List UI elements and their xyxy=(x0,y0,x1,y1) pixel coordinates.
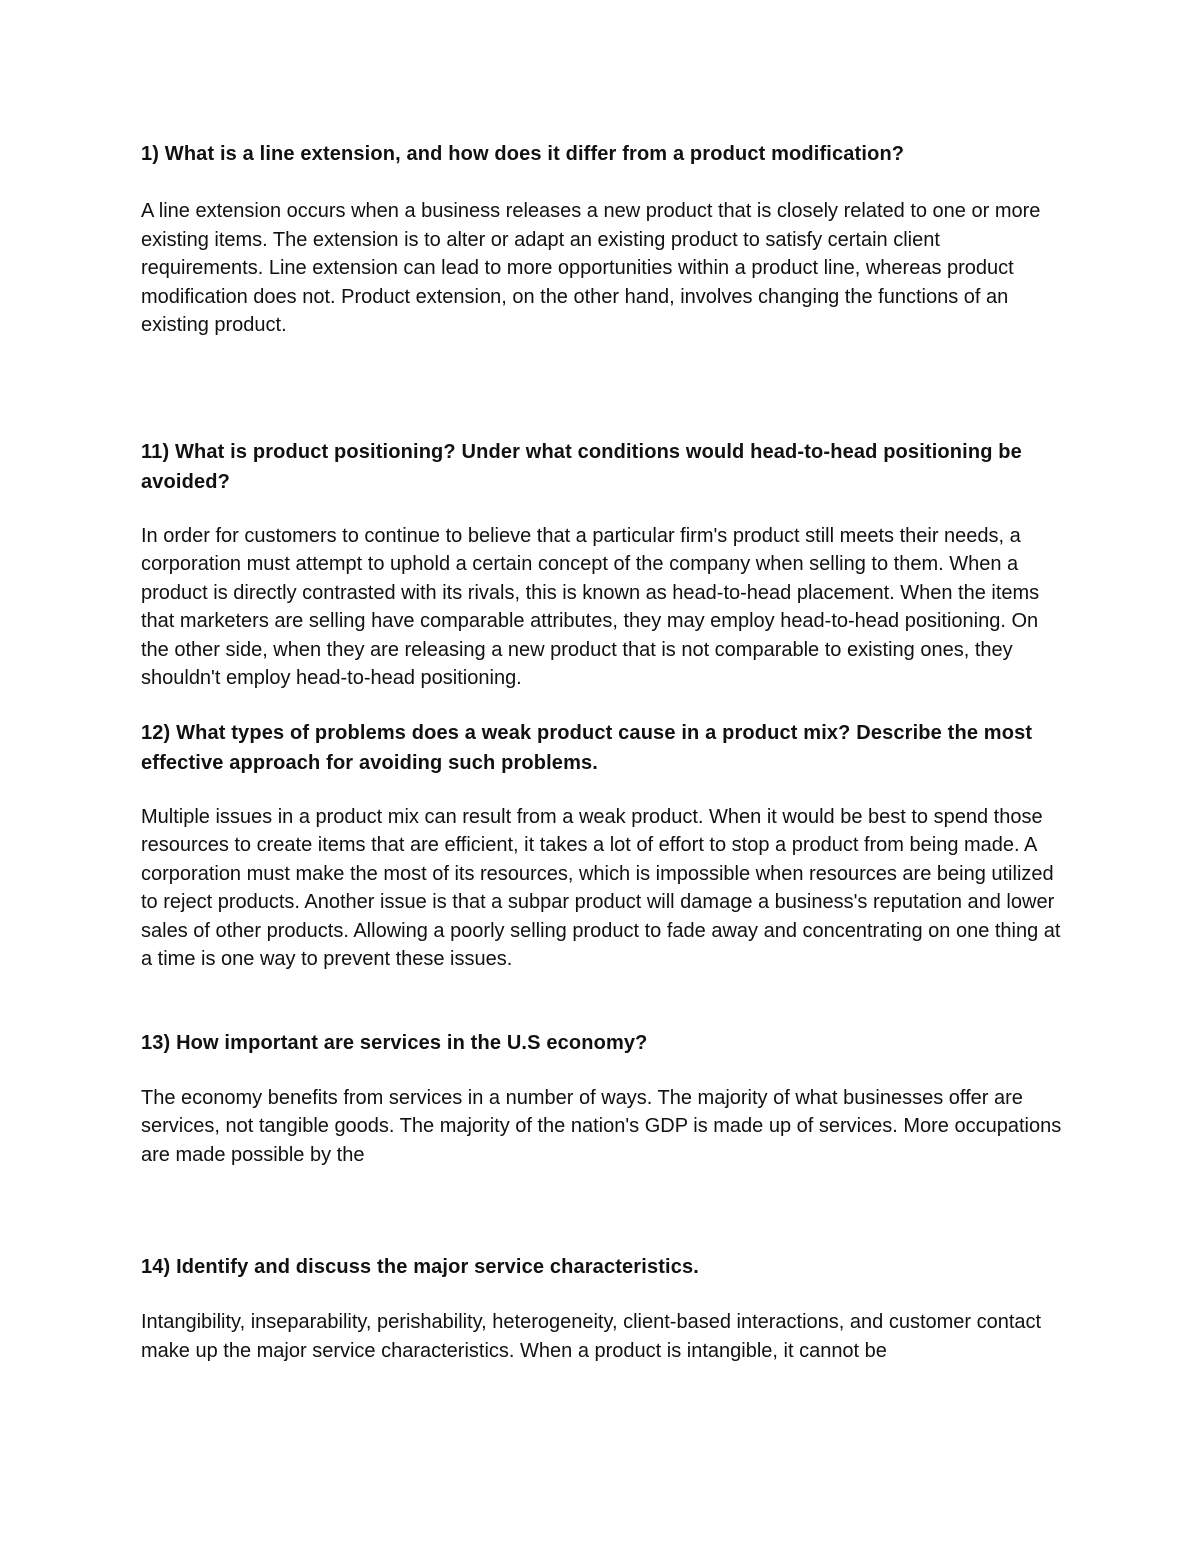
question-1-heading: 1) What is a line extension, and how does it differ from a product modification? xyxy=(141,143,905,165)
question-13-heading: 13) How important are services in the U.S economy? xyxy=(141,1031,648,1054)
question-11-heading: 11) What is product positioning? Under what conditions would head-to-head positioning be avoided? xyxy=(141,440,1022,493)
question-14-heading: 14) Identify and discuss the major service characteristics. xyxy=(141,1256,699,1278)
answer-13-paragraph: The economy benefits from services in a number of ways. The majority of what businesses offer are services, not tangible goods. The majority of the nation's GDP is made up of services. More occupations are made possible by the xyxy=(141,1086,1062,1166)
answer-14-paragraph: Intangibility, inseparability, perishability, heterogeneity, client-based interactions, and customer contact make up the major service characteristics. When a product is intangible, it cannot be xyxy=(141,1311,1042,1362)
answer-12-paragraph: Multiple issues in a product mix can result from a weak product. When it would be best to spend those resources to create items that are efficient, it takes a lot of effort to stop a product from being made. A corporation must make the most of its resources, which is impossible when resources are being utilized to reject products. Another issue is that a subpar product will damage a business's reputation and lower sales of other products. Allowing a poorly selling product to fade away and concentrating on one thing at a time is one way to prevent these issues. xyxy=(141,805,1061,970)
question-12-heading: 12) What types of problems does a weak product cause in a product mix? Describe the most effective approach for avoiding such problems. xyxy=(141,721,1033,774)
answer-1-paragraph: A line extension occurs when a business releases a new product that is closely related to one or more existing items. The extension is to alter or adapt an existing product to satisfy certain client requirements. Line extension can lead to more opportunities within a product line, whereas product modification does not. Product extension, on the other hand, involves changing the functions of an existing product. xyxy=(141,200,1041,336)
answer-11-paragraph: In order for customers to continue to believe that a particular firm's product still meets their needs, a corporation must attempt to uphold a certain concept of the company when selling to them. When a product is directly contrasted with its rivals, this is known as head-to-head placement. When the items that marketers are selling have comparable attributes, they may employ head-to-head positioning. On the other side, when they are releasing a new product that is not comparable to existing ones, they shouldn't employ head-to-head positioning. xyxy=(141,524,1040,689)
document-page xyxy=(141,139,1066,1365)
